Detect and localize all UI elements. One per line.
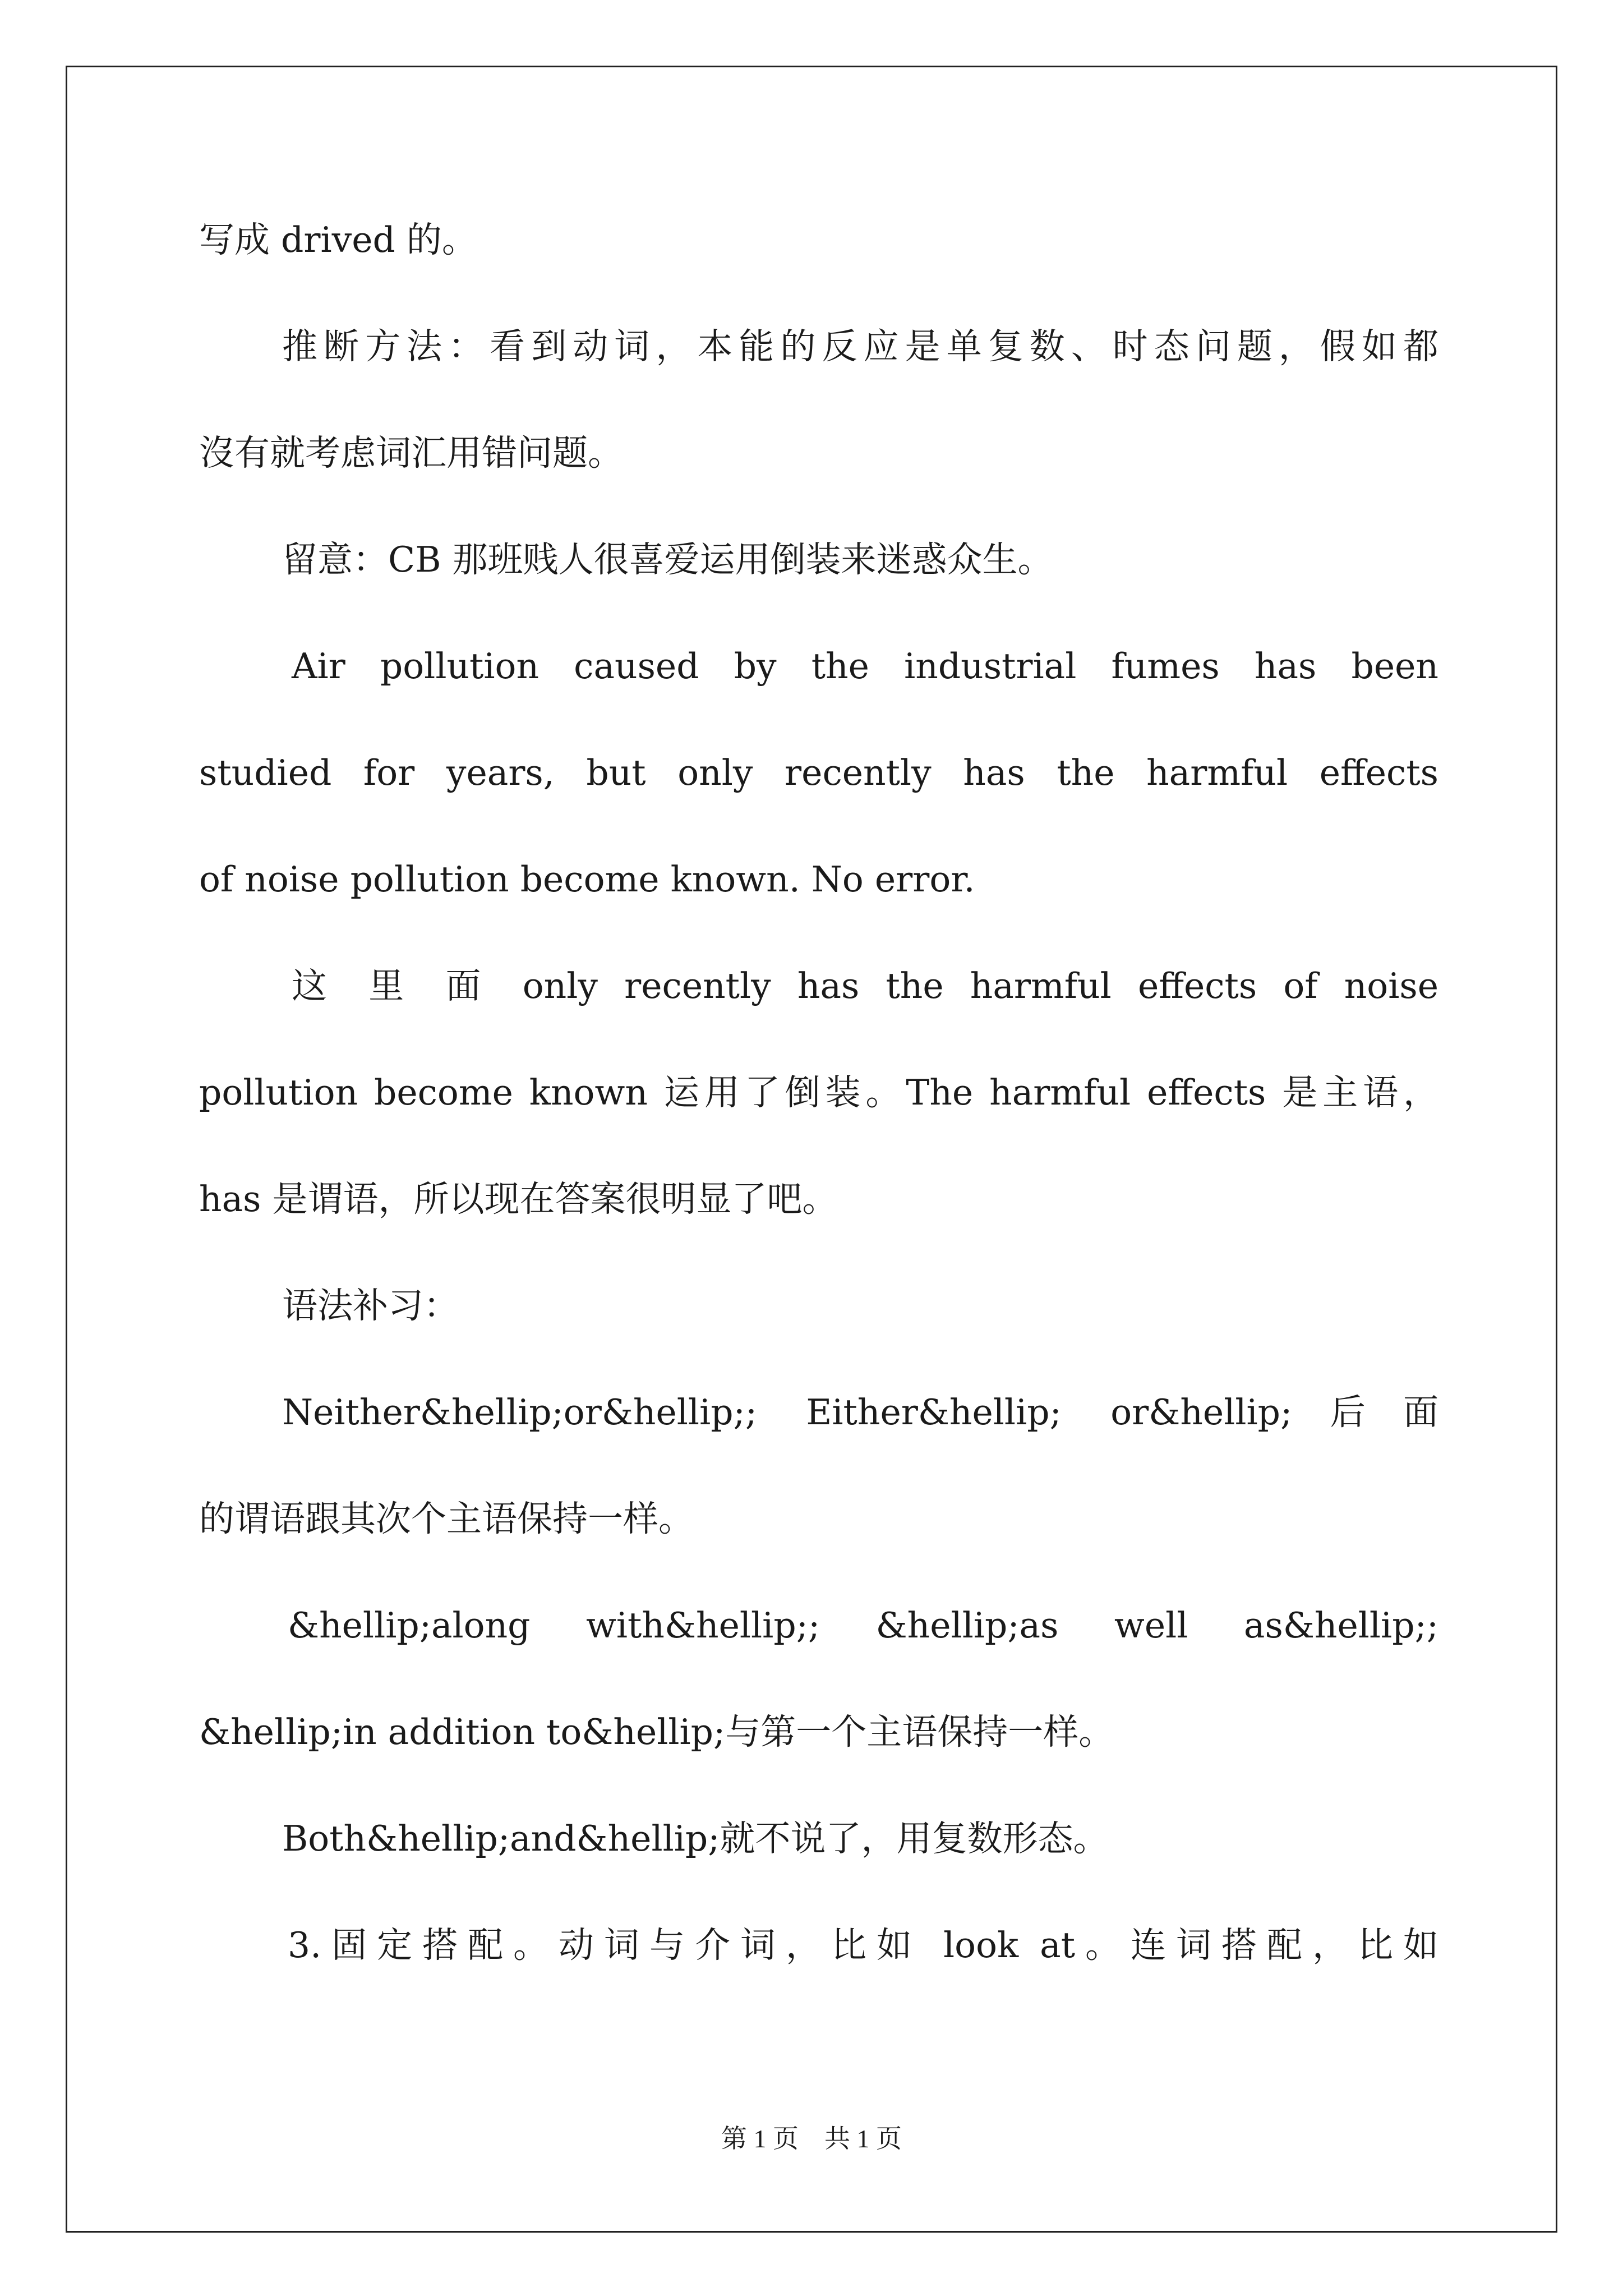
text-line: of noise pollution become known. No error. xyxy=(199,859,975,900)
text-line: 的谓语跟其次个主语保持一样。 xyxy=(199,1498,694,1539)
text-line: 沒有就考虑词汇用错问题。 xyxy=(199,432,623,473)
text-line: studied for years, but only recently has the harmful effects xyxy=(199,752,1438,793)
text-line: &hellip;along with&hellip;; &hellip;as well as&hellip;; xyxy=(288,1605,1438,1646)
text-line: Both&hellip;and&hellip;就不说了，用复数形态。 xyxy=(282,1818,1109,1859)
page-number-footer: 第 1 页 共 1 页 xyxy=(721,2124,902,2153)
text-line: Air pollution caused by the industrial fumes has been xyxy=(292,646,1438,687)
text-line: Neither&hellip;or&hellip;; Either&hellip; or&hellip;后面 xyxy=(282,1392,1438,1433)
text-line: 推断方法：看到动词，本能的反应是单复数、时态问题，假如都 xyxy=(282,326,1438,367)
text-line: 这 里 面 only recently has the harmful effects of noise xyxy=(292,965,1438,1006)
text-line: &hellip;in addition to&hellip;与第一个主语保持一样。 xyxy=(199,1711,1114,1752)
text-line: pollution become known 运用了倒装。The harmful effects 是主语， xyxy=(199,1072,1438,1113)
text-line: 写成 drived 的。 xyxy=(199,219,477,260)
text-line: 3.固定搭配。动词与介词，比如 look at。连词搭配，比如 xyxy=(288,1925,1438,1966)
text-line: 语法补习： xyxy=(282,1285,459,1326)
text-line: has 是谓语，所以现在答案很明显了吧。 xyxy=(199,1179,838,1220)
text-line: 留意：CB 那班贱人很喜爱运用倒装来迷惑众生。 xyxy=(282,539,1053,580)
page-border xyxy=(66,66,1557,2233)
